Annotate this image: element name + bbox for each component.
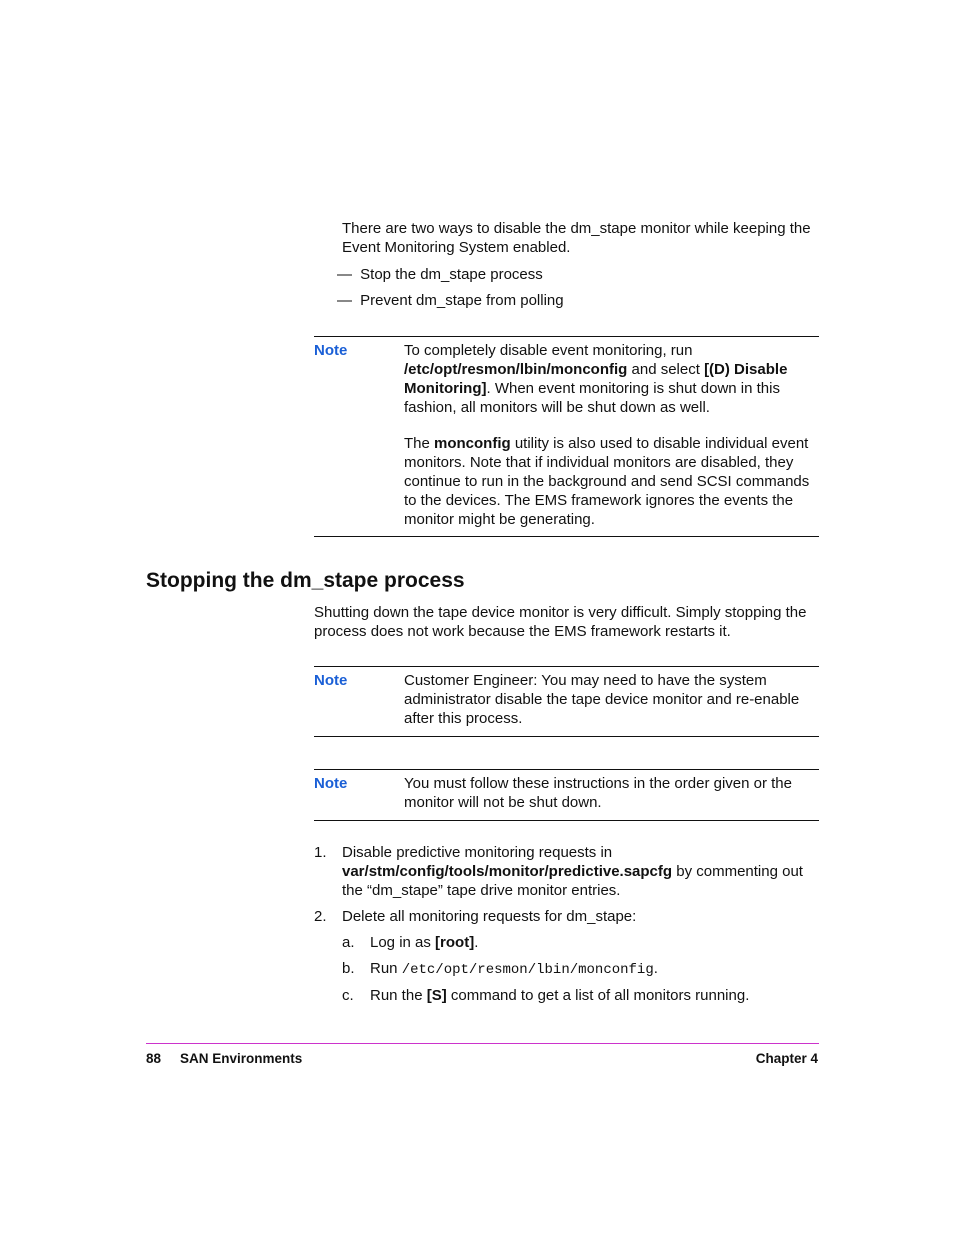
file-path: var/stm/config/tools/monitor/predictive.sapcfg: [342, 863, 673, 880]
bullet-item: [337, 291, 564, 310]
note-bottom-rule: [314, 820, 819, 821]
bullet-item: [337, 265, 543, 284]
intro-text: There are two ways to disable the dm_stape monitor while keeping the Event Monitoring System enabled.: [342, 220, 811, 256]
note-top-rule: [314, 666, 819, 667]
note-bottom-rule: [314, 536, 819, 537]
note-text: Customer Engineer: You may need to have the system administrator disable the tape device monitor and re-enable after this process.: [404, 672, 800, 727]
note-top-rule: [314, 769, 819, 770]
command-name: [S]: [426, 987, 447, 1004]
substep-text: [370, 933, 478, 952]
note-text: [404, 341, 818, 417]
page-number: 88: [146, 1051, 162, 1066]
substep-text-part: Run the: [370, 987, 427, 1004]
step-text: Delete all monitoring requests for dm_stape:: [342, 908, 637, 925]
footer-chapter: Chapter 4: [755, 1051, 818, 1066]
substep-text: [370, 986, 749, 1005]
section-body: Shutting down the tape device monitor is very difficult. Simply stopping the process does not work because the EMS framework restarts it.: [314, 604, 807, 640]
substep-text-part: command to get a list of all monitors running.: [446, 987, 750, 1004]
note-text-part: . When event monitoring is shut down in this fashion, all monitors will be shut down as well.: [404, 380, 780, 416]
step-number: 1.: [314, 844, 327, 861]
note-text-part: and select: [627, 361, 705, 378]
note-text: [404, 434, 818, 529]
step-text-part: by commenting out the “dm_stape” tape drive monitor entries.: [342, 863, 803, 899]
note-top-rule: [314, 336, 819, 337]
step-number: 2.: [314, 908, 327, 925]
footer-section-title: SAN Environments: [180, 1051, 303, 1066]
bullet-dash: —: [337, 266, 352, 283]
bullet-text: Stop the dm_stape process: [360, 266, 543, 283]
substep-text: [370, 959, 658, 980]
code-path: /etc/opt/resmon/lbin/monconfig: [401, 962, 654, 978]
command-name: monconfig: [434, 435, 511, 452]
command-name: [root]: [435, 934, 475, 951]
file-path: /etc/opt/resmon/lbin/monconfig: [404, 361, 628, 378]
substep-text-part: .: [653, 960, 658, 977]
note-label: Note: [314, 342, 348, 359]
footer-rule: [146, 1043, 819, 1044]
substep-text-part: Log in as: [370, 934, 436, 951]
menu-command: [(D) Disable Monitoring]: [404, 361, 788, 397]
bullet-dash: —: [337, 292, 352, 309]
note-bottom-rule: [314, 736, 819, 737]
section-heading: Stopping the dm_stape process: [146, 569, 465, 592]
note-text-part: The: [404, 435, 435, 452]
substep-letter: b.: [342, 960, 355, 977]
note-label: Note: [314, 672, 348, 689]
substep-letter: c.: [342, 987, 354, 1004]
bullet-text: Prevent dm_stape from polling: [360, 292, 564, 309]
note-text-part: To completely disable event monitoring, run: [404, 342, 693, 359]
note-text: You must follow these instructions in the order given or the monitor will not be shut down.: [404, 775, 792, 811]
substep-text-part: Run: [370, 960, 402, 977]
note-text-part: utility is also used to disable individual event monitors. Note that if individual monitors are disabled, they continue to run in the background and send SCSI commands to the devices. The EMS framework ignores the events the monitor might be generating.: [404, 435, 810, 528]
substep-letter: a.: [342, 934, 355, 951]
step-text: [342, 843, 814, 900]
step-text-part: Disable predictive monitoring requests in: [342, 844, 613, 861]
note-label: Note: [314, 775, 348, 792]
substep-text-part: .: [474, 934, 479, 951]
